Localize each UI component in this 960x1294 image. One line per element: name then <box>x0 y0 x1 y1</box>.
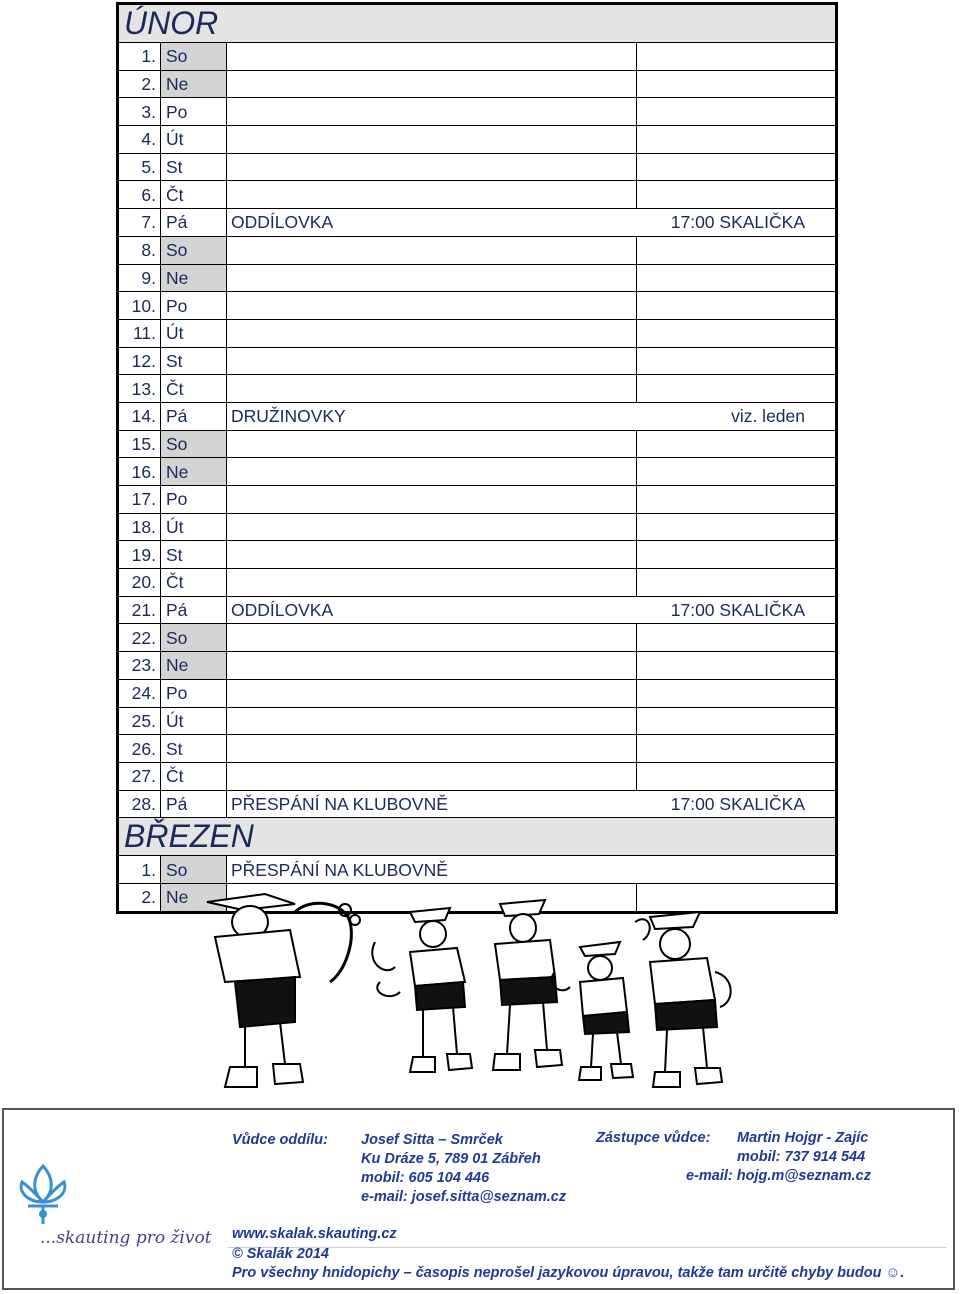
day-row <box>119 458 836 486</box>
day-number: 5. <box>119 153 161 181</box>
leader-address: Ku Dráze 5, 789 01 Zábřeh <box>361 1151 541 1167</box>
day-row <box>119 236 836 264</box>
day-row <box>119 624 836 652</box>
event-text: PŘESPÁNÍ NA KLUBOVNĚ <box>227 790 637 818</box>
event-note <box>637 513 836 541</box>
day-number: 4. <box>119 126 161 154</box>
event-text <box>227 98 637 126</box>
day-number: 1. <box>119 43 161 71</box>
weekday: Út <box>161 707 227 735</box>
event-text: PŘESPÁNÍ NA KLUBOVNĚ <box>227 856 637 884</box>
disclaimer-text: Pro všechny hnidopichy – časopis neprošel jazykovou úpravou, takže tam určitě chyby budou ☺. <box>232 1265 905 1281</box>
day-number: 7. <box>119 209 161 237</box>
event-note <box>637 762 836 790</box>
scout-figure-4 <box>552 919 650 1080</box>
event-note <box>637 126 836 154</box>
weekday: Pá <box>161 596 227 624</box>
day-number: 18. <box>119 513 161 541</box>
event-note <box>637 236 836 264</box>
scout-figure-5 <box>650 912 731 1087</box>
day-number: 19. <box>119 541 161 569</box>
event-text <box>227 513 637 541</box>
day-row <box>119 652 836 680</box>
day-row <box>119 486 836 514</box>
day-row <box>119 856 836 884</box>
scouts-illustration <box>195 882 740 1097</box>
slogan-text: ...skauting pro život <box>40 1228 212 1248</box>
day-row <box>119 679 836 707</box>
day-number: 8. <box>119 236 161 264</box>
event-note <box>637 375 836 403</box>
event-note <box>637 856 836 884</box>
weekday: Út <box>161 513 227 541</box>
weekday: So <box>161 624 227 652</box>
event-text <box>227 652 637 680</box>
day-row <box>119 402 836 430</box>
month-header-row <box>119 5 836 43</box>
event-text <box>227 679 637 707</box>
footer-divider <box>228 1247 946 1248</box>
event-note <box>637 430 836 458</box>
weekday: Po <box>161 98 227 126</box>
leader-label: Vůdce oddílu: <box>232 1132 328 1148</box>
deputy-mobile: mobil: 737 914 544 <box>737 1149 866 1165</box>
event-text: DRUŽINOVKY <box>227 402 637 430</box>
day-row <box>119 98 836 126</box>
day-row <box>119 541 836 569</box>
event-text <box>227 707 637 735</box>
day-number: 24. <box>119 679 161 707</box>
weekday: Po <box>161 679 227 707</box>
event-note <box>637 319 836 347</box>
event-note <box>637 679 836 707</box>
event-text <box>227 43 637 71</box>
scout-figure-3 <box>493 900 562 1070</box>
day-number: 20. <box>119 569 161 597</box>
weekday: Ne <box>161 652 227 680</box>
day-number: 26. <box>119 735 161 763</box>
weekday: St <box>161 153 227 181</box>
event-note: 17:00 SKALIČKA <box>637 790 836 818</box>
calendar-table <box>116 2 838 914</box>
event-text <box>227 762 637 790</box>
event-note <box>637 707 836 735</box>
event-text <box>227 375 637 403</box>
event-note <box>637 181 836 209</box>
leader-email: e-mail: josef.sitta@seznam.cz <box>361 1189 567 1205</box>
weekday: St <box>161 541 227 569</box>
day-number: 21. <box>119 596 161 624</box>
day-row <box>119 596 836 624</box>
weekday: St <box>161 347 227 375</box>
event-note: 17:00 SKALIČKA <box>637 596 836 624</box>
weekday: So <box>161 236 227 264</box>
deputy-name: Martin Hojgr - Zajíc <box>737 1130 869 1146</box>
copyright-text: © Skalák 2014 <box>232 1246 329 1262</box>
event-note <box>637 735 836 763</box>
footer-contact-box <box>2 1108 955 1290</box>
event-note <box>637 458 836 486</box>
event-text: ODDÍLOVKA <box>227 596 637 624</box>
weekday: Út <box>161 319 227 347</box>
weekday: Pá <box>161 209 227 237</box>
event-note <box>637 541 836 569</box>
event-text <box>227 735 637 763</box>
weekday: So <box>161 430 227 458</box>
day-number: 22. <box>119 624 161 652</box>
day-number: 16. <box>119 458 161 486</box>
day-number: 3. <box>119 98 161 126</box>
event-text <box>227 347 637 375</box>
event-note: 17:00 SKALIČKA <box>637 209 836 237</box>
weekday: Pá <box>161 402 227 430</box>
weekday: Ne <box>161 70 227 98</box>
day-row <box>119 209 836 237</box>
event-text <box>227 292 637 320</box>
weekday: Čt <box>161 181 227 209</box>
day-number: 12. <box>119 347 161 375</box>
day-row <box>119 513 836 541</box>
event-text <box>227 319 637 347</box>
event-text <box>227 236 637 264</box>
event-text <box>227 486 637 514</box>
day-number: 11. <box>119 319 161 347</box>
scout-figure-1 <box>207 894 360 1087</box>
day-number: 15. <box>119 430 161 458</box>
day-row <box>119 707 836 735</box>
event-note: viz. leden <box>637 402 836 430</box>
day-row <box>119 762 836 790</box>
event-note <box>637 70 836 98</box>
day-row <box>119 43 836 71</box>
weekday: Po <box>161 486 227 514</box>
deputy-email: e-mail: hojg.m@seznam.cz <box>686 1168 871 1184</box>
day-number: 6. <box>119 181 161 209</box>
event-note <box>637 652 836 680</box>
calendar-body <box>119 5 836 912</box>
weekday: So <box>161 856 227 884</box>
weekday: Po <box>161 292 227 320</box>
weekday: Pá <box>161 790 227 818</box>
month-name: ÚNOR <box>119 5 836 43</box>
weekday: Ne <box>161 883 227 911</box>
leader-name: Josef Sitta – Smrček <box>361 1132 503 1148</box>
weekday: Čt <box>161 569 227 597</box>
event-note <box>637 292 836 320</box>
day-row <box>119 735 836 763</box>
scout-lily-icon <box>14 1162 72 1228</box>
day-row <box>119 126 836 154</box>
event-note <box>637 43 836 71</box>
event-text <box>227 541 637 569</box>
day-number: 2. <box>119 70 161 98</box>
scout-figure-2 <box>372 908 472 1072</box>
event-text <box>227 153 637 181</box>
day-row <box>119 181 836 209</box>
day-number: 17. <box>119 486 161 514</box>
month-name: BŘEZEN <box>119 818 836 856</box>
day-row <box>119 70 836 98</box>
day-row <box>119 569 836 597</box>
day-number: 13. <box>119 375 161 403</box>
day-row <box>119 319 836 347</box>
weekday: Čt <box>161 762 227 790</box>
website-link[interactable]: www.skalak.skauting.cz <box>232 1226 397 1242</box>
event-text <box>227 430 637 458</box>
event-note <box>637 264 836 292</box>
day-number: 9. <box>119 264 161 292</box>
event-note <box>637 569 836 597</box>
day-number: 1. <box>119 856 161 884</box>
event-text <box>227 70 637 98</box>
day-number: 23. <box>119 652 161 680</box>
event-text <box>227 126 637 154</box>
month-header-row <box>119 818 836 856</box>
event-text <box>227 458 637 486</box>
day-row <box>119 153 836 181</box>
deputy-label: Zástupce vůdce: <box>596 1130 711 1146</box>
day-row <box>119 430 836 458</box>
day-number: 14. <box>119 402 161 430</box>
leader-mobile: mobil: 605 104 446 <box>361 1170 490 1186</box>
event-note <box>637 98 836 126</box>
day-number: 2. <box>119 883 161 911</box>
event-note <box>637 486 836 514</box>
event-note <box>637 153 836 181</box>
weekday: Ne <box>161 264 227 292</box>
event-text <box>227 569 637 597</box>
weekday: Čt <box>161 375 227 403</box>
weekday: St <box>161 735 227 763</box>
day-number: 27. <box>119 762 161 790</box>
day-number: 10. <box>119 292 161 320</box>
event-text <box>227 624 637 652</box>
day-number: 25. <box>119 707 161 735</box>
event-text <box>227 264 637 292</box>
day-row <box>119 264 836 292</box>
event-note <box>637 624 836 652</box>
day-row <box>119 347 836 375</box>
event-text: ODDÍLOVKA <box>227 209 637 237</box>
day-row <box>119 790 836 818</box>
day-number: 28. <box>119 790 161 818</box>
weekday: So <box>161 43 227 71</box>
day-row <box>119 375 836 403</box>
event-note <box>637 347 836 375</box>
weekday: Út <box>161 126 227 154</box>
weekday: Ne <box>161 458 227 486</box>
event-text <box>227 181 637 209</box>
day-row <box>119 292 836 320</box>
